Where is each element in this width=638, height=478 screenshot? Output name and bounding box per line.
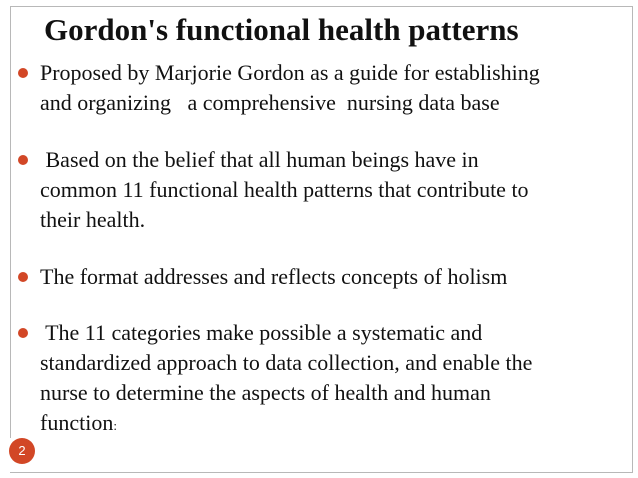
bullet-marker-icon [18,155,28,165]
page-number-badge: 2 [9,438,35,464]
slide-border-top [10,6,632,7]
bullet-line: common 11 functional health patterns that contribute to [40,177,529,202]
bullet-text [40,262,620,292]
bullet-line-text: function [40,410,114,435]
bullet-line: standardized approach to data collection, and enable the [40,350,533,375]
bullet-text [40,58,620,118]
bullet-line: The 11 categories make possible a systematic and [40,320,483,345]
slide-border-bottom [10,472,633,473]
bullet-text [40,318,620,441]
slide-title: Gordon's functional health patterns [44,12,519,47]
bullet-line: their health. [40,207,146,232]
bullet-line: and organizing a comprehensive nursing data base [40,90,500,115]
bullet-line: Proposed by Marjorie Gordon as a guide for establishing [40,60,540,85]
bullet-line-last [40,408,620,441]
bullet-line: nurse to determine the aspects of health and human [40,380,491,405]
bullet-line: Based on the belief that all human beings have in [40,147,479,172]
bullet-marker-icon [18,68,28,78]
bullet-marker-icon [18,328,28,338]
slide-border-left [10,6,11,438]
bullet-marker-icon [18,272,28,282]
bullet-line: The format addresses and reflects concepts of holism [40,264,508,289]
slide-border-right [632,6,633,472]
trailing-colon: : [113,418,117,433]
bullet-text [40,145,620,235]
